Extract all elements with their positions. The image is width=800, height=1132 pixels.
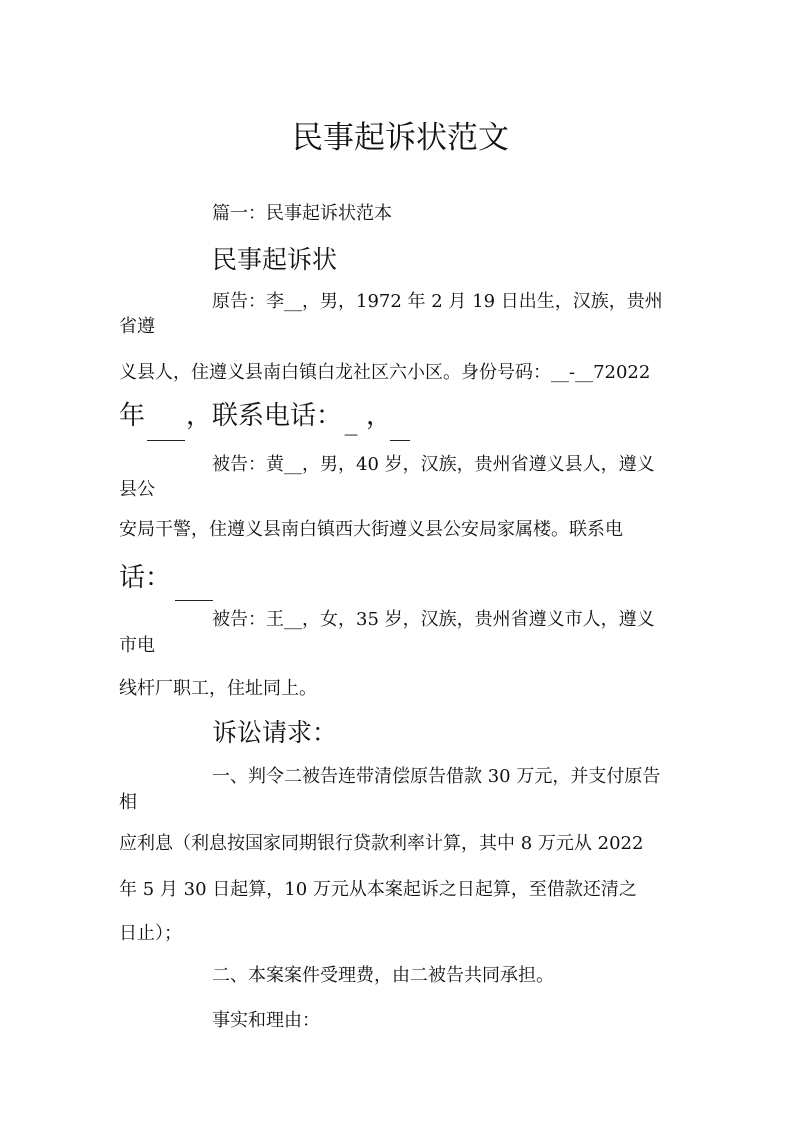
defendant1-line-1: 被告：黄__，男，40 岁，汉族，贵州省遵义县人，遵义: [212, 454, 655, 475]
claims-heading: 诉讼请求：: [212, 718, 338, 747]
claim-1-line-4: 日止）；: [119, 923, 182, 944]
defendant2-line-1-wrap: 市电: [119, 635, 155, 656]
plaintiff-year-label: 年: [119, 401, 146, 431]
document-heading: 民事起诉状: [212, 245, 338, 274]
claim-1-line-3: 年 5 月 30 日起算，10 万元从本案起诉之日起算，至借款还清之: [119, 879, 637, 900]
plaintiff-phone-label: ，联系电话：: [186, 401, 343, 431]
section-subtitle: 篇一：民事起诉状范本: [212, 203, 392, 224]
plaintiff-phone-comma: ，: [366, 401, 393, 431]
defendant2-line-2: 线杆厂职工，住址同上。: [119, 678, 317, 699]
claim-1-line-1: 一、判令二被告连带清偿原告借款 30 万元，并支付原告: [212, 766, 661, 787]
claim-1-line-1-wrap: 相: [119, 792, 137, 813]
defendant1-line-2: 安局干警，住遵义县南白镇西大街遵义县公安局家属楼。联系电: [119, 519, 623, 540]
facts-heading: 事实和理由：: [212, 1010, 320, 1031]
plaintiff-phone-dash: —: [344, 427, 358, 443]
plaintiff-line-2: 义县人，住遵义县南白镇白龙社区六小区。身份号码：__-__72022: [119, 362, 651, 383]
blank-underline: [175, 600, 213, 601]
defendant2-line-1: 被告：王__，女，35 岁，汉族，贵州省遵义市人，遵义: [212, 609, 655, 630]
blank-underline: [390, 440, 410, 441]
defendant1-phone-label: 话：: [119, 563, 172, 593]
blank-underline: [147, 440, 185, 441]
document-title: 民事起诉状范文: [292, 120, 509, 156]
claim-1-line-2: 应利息（利息按国家同期银行贷款利率计算，其中 8 万元从 2022: [119, 833, 644, 854]
defendant1-line-1-wrap: 县公: [119, 479, 155, 500]
plaintiff-line-1-wrap: 省遵: [119, 316, 155, 337]
plaintiff-line-1: 原告：李__，男，1972 年 2 月 19 日出生，汉族，贵州: [212, 291, 663, 312]
claim-2: 二、本案案件受理费，由二被告共同承担。: [212, 965, 554, 986]
